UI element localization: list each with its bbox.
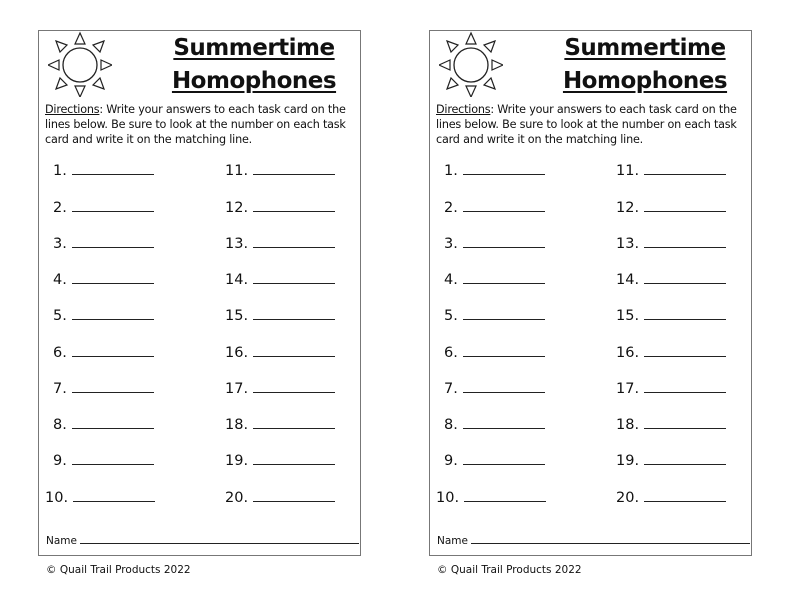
- answer-number: 11.: [616, 163, 640, 179]
- answer-row: [225, 452, 335, 470]
- answer-blank-line[interactable]: [463, 307, 545, 320]
- answer-row: [616, 162, 726, 180]
- answer-blank-line[interactable]: [644, 380, 726, 393]
- answer-number: 9.: [444, 453, 458, 469]
- answer-number: 16.: [616, 345, 640, 361]
- worksheet-title: [149, 32, 359, 98]
- answer-number: 13.: [225, 236, 249, 252]
- answer-number: 9.: [53, 453, 67, 469]
- directions-text: [45, 102, 359, 147]
- answer-row: [53, 380, 154, 398]
- answer-number: 5.: [444, 308, 458, 324]
- answer-number: 16.: [225, 345, 249, 361]
- answer-row: [616, 235, 726, 253]
- answer-number: 7.: [53, 381, 67, 397]
- answer-blank-line[interactable]: [72, 307, 154, 320]
- answer-blank-line[interactable]: [253, 271, 335, 284]
- answer-number: 4.: [444, 272, 458, 288]
- answer-row: [616, 416, 726, 434]
- answer-number: 12.: [616, 200, 640, 216]
- answer-sheet-card: [429, 30, 752, 556]
- answer-blank-line[interactable]: [253, 489, 335, 502]
- title-line-2: Homophones: [562, 68, 728, 94]
- answer-number: 6.: [53, 345, 67, 361]
- answer-blank-line[interactable]: [644, 199, 726, 212]
- name-label: Name: [46, 535, 77, 547]
- answer-row: [616, 307, 726, 325]
- answer-number: 12.: [225, 200, 249, 216]
- answer-number: 10.: [45, 490, 69, 506]
- answer-number: 20.: [616, 490, 640, 506]
- answer-number: 5.: [53, 308, 67, 324]
- answer-row: [616, 380, 726, 398]
- answer-row: [53, 344, 154, 362]
- answer-blank-line[interactable]: [463, 452, 545, 465]
- answer-number: 2.: [444, 200, 458, 216]
- answer-row: [225, 307, 335, 325]
- directions-label: Directions: [436, 103, 491, 116]
- name-field: [437, 533, 750, 548]
- answer-blank-line[interactable]: [644, 344, 726, 357]
- answer-row: [444, 235, 545, 253]
- answer-row: [53, 271, 154, 289]
- answer-blank-line[interactable]: [463, 162, 545, 175]
- answer-number: 8.: [53, 417, 67, 433]
- answer-blank-line[interactable]: [463, 344, 545, 357]
- answer-blank-line[interactable]: [72, 199, 154, 212]
- answer-row: [53, 416, 154, 434]
- answer-number: 17.: [225, 381, 249, 397]
- answer-number: 15.: [616, 308, 640, 324]
- answer-number: 10.: [436, 490, 460, 506]
- answer-number: 14.: [616, 272, 640, 288]
- answer-blank-line[interactable]: [253, 380, 335, 393]
- answer-number: 13.: [616, 236, 640, 252]
- answer-blank-line[interactable]: [644, 489, 726, 502]
- answer-number: 14.: [225, 272, 249, 288]
- answer-row: [225, 344, 335, 362]
- directions-body: : Write your answers to each task card on the lines below. Be sure to look at the number on each task card and write it on the matching line.: [436, 103, 737, 146]
- directions-body: : Write your answers to each task card on the lines below. Be sure to look at the number on each task card and write it on the matching line.: [45, 103, 346, 146]
- answer-row: [225, 162, 335, 180]
- title-line-1: Summertime: [564, 35, 726, 61]
- answer-row: [616, 489, 726, 507]
- answer-row: [53, 162, 154, 180]
- answer-blank-line[interactable]: [73, 489, 155, 502]
- answer-row: [616, 271, 726, 289]
- answer-number: 1.: [53, 163, 67, 179]
- answer-blank-line[interactable]: [644, 416, 726, 429]
- answer-row: [225, 416, 335, 434]
- answer-number: 2.: [53, 200, 67, 216]
- answer-blank-line[interactable]: [253, 199, 335, 212]
- answer-number: 4.: [53, 272, 67, 288]
- answer-blank-line[interactable]: [72, 271, 154, 284]
- answer-blank-line[interactable]: [253, 416, 335, 429]
- answer-row: [436, 489, 546, 507]
- answer-row: [616, 199, 726, 217]
- answer-row: [444, 344, 545, 362]
- answer-blank-line[interactable]: [644, 307, 726, 320]
- answer-blank-line[interactable]: [464, 489, 546, 502]
- answer-number: 20.: [225, 490, 249, 506]
- answer-sheet-card: [38, 30, 361, 556]
- answer-blank-line[interactable]: [463, 416, 545, 429]
- answer-number: 17.: [616, 381, 640, 397]
- answer-blank-line[interactable]: [644, 271, 726, 284]
- sun-icon: [439, 31, 503, 97]
- answer-row: [225, 489, 335, 507]
- directions-text: [436, 102, 750, 147]
- answer-row: [616, 344, 726, 362]
- directions-label: Directions: [45, 103, 100, 116]
- name-blank-line[interactable]: [471, 533, 750, 544]
- answer-blank-line[interactable]: [72, 344, 154, 357]
- answer-blank-line[interactable]: [72, 416, 154, 429]
- answer-number: 15.: [225, 308, 249, 324]
- worksheet-title: [540, 32, 750, 98]
- answer-row: [45, 489, 155, 507]
- answer-blank-line[interactable]: [72, 380, 154, 393]
- answer-blank-line[interactable]: [463, 380, 545, 393]
- answer-number: 3.: [444, 236, 458, 252]
- answer-blank-line[interactable]: [72, 162, 154, 175]
- answer-row: [225, 271, 335, 289]
- answer-blank-line[interactable]: [253, 452, 335, 465]
- answer-number: 19.: [616, 453, 640, 469]
- copyright-text: © Quail Trail Products 2022: [46, 564, 191, 576]
- answer-row: [444, 199, 545, 217]
- answer-number: 8.: [444, 417, 458, 433]
- answer-row: [444, 307, 545, 325]
- answer-number: 7.: [444, 381, 458, 397]
- answer-number: 11.: [225, 163, 249, 179]
- answer-row: [444, 380, 545, 398]
- answer-blank-line[interactable]: [644, 162, 726, 175]
- title-line-1: Summertime: [173, 35, 335, 61]
- answer-number: 3.: [53, 236, 67, 252]
- answer-row: [225, 380, 335, 398]
- sun-icon: [48, 31, 112, 97]
- answer-number: 6.: [444, 345, 458, 361]
- answer-blank-line[interactable]: [644, 452, 726, 465]
- answer-number: 18.: [225, 417, 249, 433]
- answer-row: [53, 235, 154, 253]
- title-line-2: Homophones: [171, 68, 337, 94]
- answer-blank-line[interactable]: [463, 271, 545, 284]
- answer-row: [444, 162, 545, 180]
- answer-blank-line[interactable]: [463, 199, 545, 212]
- answer-number: 19.: [225, 453, 249, 469]
- answer-row: [53, 199, 154, 217]
- answer-blank-line[interactable]: [253, 235, 335, 248]
- answer-blank-line[interactable]: [72, 452, 154, 465]
- answer-row: [616, 452, 726, 470]
- answer-blank-line[interactable]: [253, 344, 335, 357]
- answer-number: 18.: [616, 417, 640, 433]
- answer-blank-line[interactable]: [463, 235, 545, 248]
- answer-number: 1.: [444, 163, 458, 179]
- name-label: Name: [437, 535, 468, 547]
- answer-row: [53, 307, 154, 325]
- answer-row: [444, 271, 545, 289]
- answer-row: [444, 416, 545, 434]
- answer-blank-line[interactable]: [253, 307, 335, 320]
- answer-row: [53, 452, 154, 470]
- answer-row: [225, 199, 335, 217]
- answer-row: [444, 452, 545, 470]
- name-field: [46, 533, 359, 548]
- name-blank-line[interactable]: [80, 533, 359, 544]
- answer-blank-line[interactable]: [644, 235, 726, 248]
- answer-row: [225, 235, 335, 253]
- answer-blank-line[interactable]: [72, 235, 154, 248]
- answer-blank-line[interactable]: [253, 162, 335, 175]
- copyright-text: © Quail Trail Products 2022: [437, 564, 582, 576]
